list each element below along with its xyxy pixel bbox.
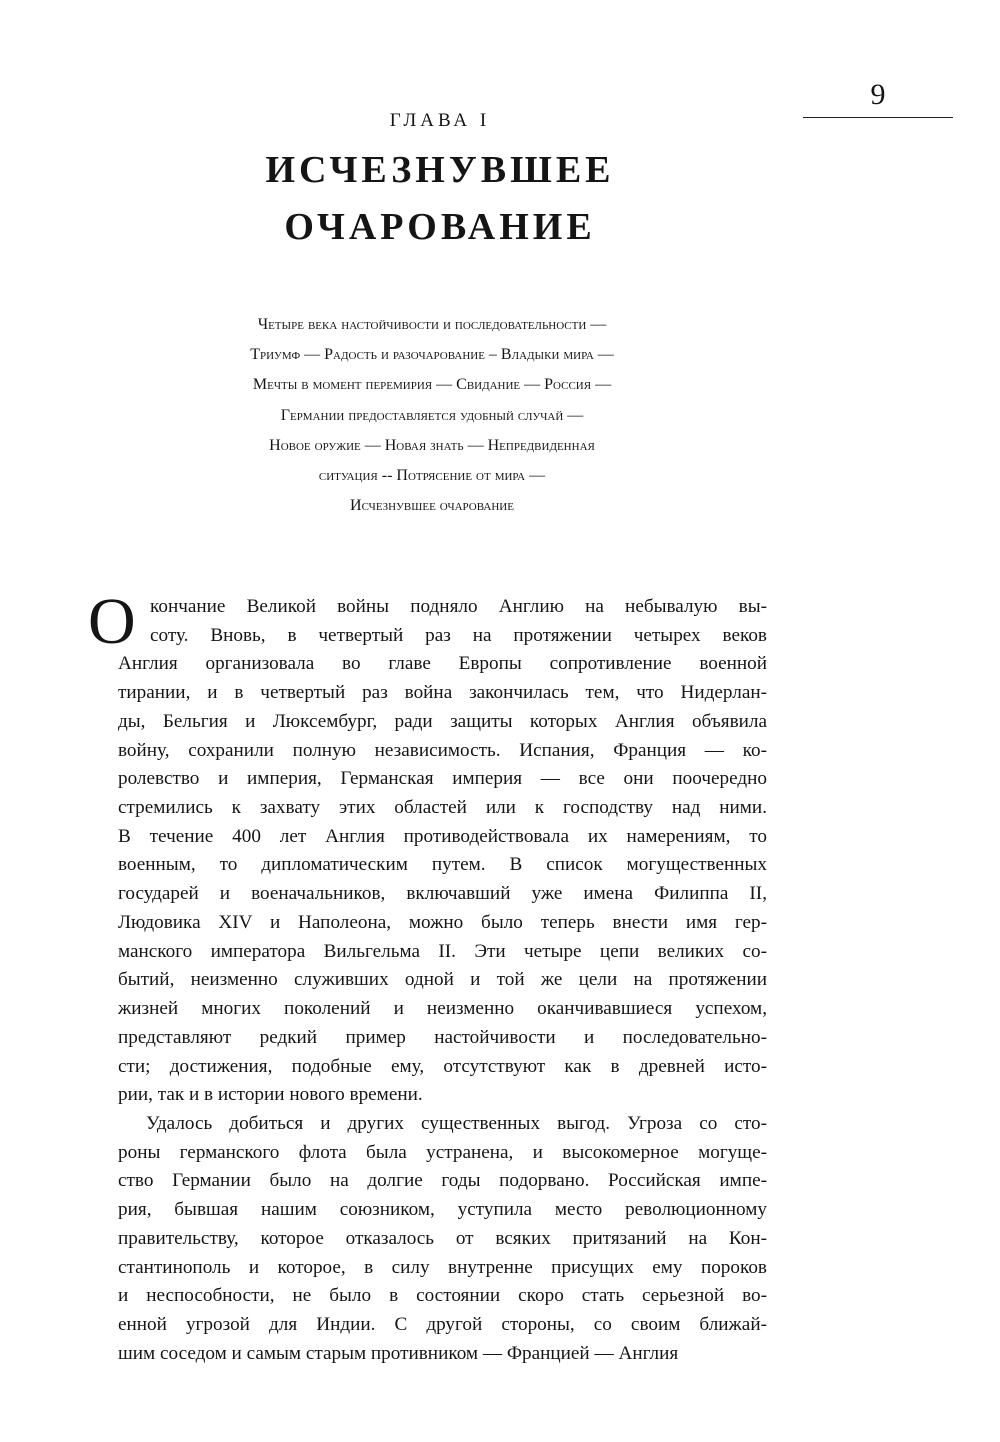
text-line: государей и военачальников, включавший уже имена Филиппа II, <box>118 883 767 905</box>
summary-line: Исчезнувшее очарование <box>350 497 514 515</box>
summary-line: Триумф — Радость и разочарование – Владыки мира — <box>250 346 614 364</box>
text-line: енной угрозой для Индии. С другой стороны, со своим ближай- <box>118 1313 767 1335</box>
text-line: жизней многих поколений и неизменно оканчивавшиеся успехом, <box>118 998 767 1020</box>
summary-line: Новое оружие — Новая знать — Непредвиденная <box>269 436 595 454</box>
summary-line: Четыре века настойчивости и последовательности — <box>257 316 607 333</box>
text-line: Удалось добиться и других существенных выгод. Угроза со сто- <box>146 1112 767 1134</box>
summary-line: ситуация -- Потрясение от мира — <box>318 466 546 484</box>
summary-line: Мечты в момент перемирия — Свидание — Россия — <box>252 376 612 394</box>
text-line: манского императора Вильгельма II. Эти четыре цепи великих со- <box>118 940 767 962</box>
text-line: соту. Вновь, в четвертый раз на протяжении четырех веков <box>150 624 767 646</box>
text-line: правительству, которое отказалось от всяких притязаний на Кон- <box>118 1227 767 1249</box>
text-line: войну, сохранили полную независимость. Испания, Франция — ко- <box>118 739 767 761</box>
chapter-title-line: ОЧАРОВАНИЕ <box>284 206 596 248</box>
chapter-title-line: ИСЧЕЗНУВШЕЕ <box>265 149 615 191</box>
text-line: стантинополь и которое, в силу внутренне присущих ему пороков <box>118 1256 767 1278</box>
text-line: рия, бывшая нашим союзником, уступила место революционному <box>118 1199 767 1221</box>
text-line: военным, то дипломатическим путем. В список могущественных <box>118 854 767 876</box>
summary-line: Германии предоставляется удобный случай — <box>280 406 584 424</box>
text-line: представляют редкий пример настойчивости и последовательно- <box>118 1026 767 1048</box>
text-line: и неспособности, не было в состоянии скоро стать серьезной во- <box>118 1285 767 1307</box>
body-text <box>88 585 767 1368</box>
page-number: 9 <box>870 78 886 111</box>
text-line: шим соседом и самым старым противником — Францией — Англия <box>118 1342 679 1364</box>
text-line: тирании, и в четвертый раз война закончилась тем, что Нидерлан- <box>118 682 767 704</box>
text-line: кончание Великой войны подняло Англию на небывалую вы- <box>150 596 767 617</box>
text-line: ды, Бельгия и Люксембург, ради защиты которых Англия объявила <box>118 710 767 732</box>
text-line: В течение 400 лет Англия противодействовала их намерениям, то <box>118 825 767 847</box>
text-line: ство Германии было на долгие годы подорвано. Российская импе- <box>118 1170 767 1192</box>
text-line: Англия организовала во главе Европы сопротивление военной <box>118 653 767 675</box>
text-line: сти; достижения, подобные ему, отсутствуют как в древней исто- <box>118 1055 767 1077</box>
text-line: роны германского флота была устранена, и высокомерное могуще- <box>118 1141 767 1163</box>
page-number-rule <box>803 117 953 118</box>
text-line: бытий, неизменно служивших одной и той же цели на протяжении <box>118 969 767 991</box>
chapter-summary <box>130 310 734 521</box>
text-line: ролевство и империя, Германская империя — все они поочередно <box>118 768 767 790</box>
drop-cap: О <box>88 585 136 658</box>
text-line: рии, так и в истории нового времени. <box>118 1084 423 1106</box>
chapter-label: ГЛАВА I <box>389 110 491 131</box>
text-line: Людовика XIV и Наполеона, можно было теперь внести имя гер- <box>118 911 767 933</box>
text-line: стремились к захвату этих областей или к господству над ними. <box>118 797 767 819</box>
